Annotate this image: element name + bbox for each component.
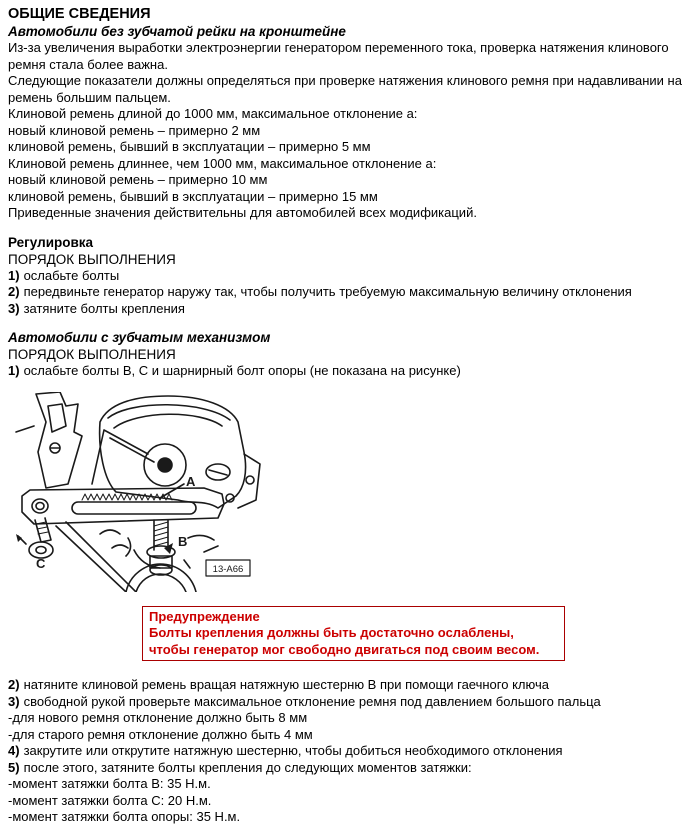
step-item [8, 677, 685, 694]
step-text: передвиньте генератор наружу так, чтобы получить требуемую максимальную величину отклонения [23, 284, 632, 299]
warning-line: Болты крепления должны быть достаточно ослаблены, [149, 625, 514, 640]
rack-teeth [82, 494, 172, 500]
bolt-c [35, 518, 51, 542]
step-number: 3) [8, 693, 20, 709]
step-text: ослабьте болты B, C и шарнирный болт опоры (не показана на рисунке) [23, 363, 461, 378]
body-line: ремня стала более важна. [8, 56, 168, 72]
step-number: 5) [8, 759, 20, 775]
body-line: Клиновой ремень длиннее, чем 1000 мм, максимальное отклонение а: [8, 155, 437, 171]
body-line: клиновой ремень, бывший в эксплуатации – примерно 15 мм [8, 188, 378, 204]
step-item [8, 268, 685, 285]
step-item [8, 710, 685, 727]
bracket-outline [36, 392, 82, 488]
final-steps [8, 677, 685, 826]
step-item [8, 809, 685, 826]
figure-label-b: B [178, 533, 188, 549]
body-line: ремень большим пальцем. [8, 89, 171, 105]
section-heading-no-rack: Автомобили без зубчатой рейки на кронштейне [8, 24, 346, 39]
body-line: новый клиновой ремень – примерно 10 мм [8, 172, 268, 187]
step-text: -момент затяжки болта B: 35 Н.м. [8, 776, 211, 791]
step-text: -момент затяжки болта опоры: 35 Н.м. [8, 809, 241, 824]
step-text: натяните клиновой ремень вращая натяжную шестерню B при помощи гаечного ключа [23, 677, 549, 692]
body-line: Клиновой ремень длиной до 1000 мм, максимальное отклонение а: [8, 106, 418, 121]
figure-ref-label: 13-A66 [212, 563, 244, 575]
step-item [8, 727, 685, 744]
adjuster-slot [72, 502, 196, 514]
step-item [8, 743, 685, 760]
adjustment-heading: Регулировка [8, 234, 94, 250]
step-text: -для старого ремня отклонение должно быть 4 мм [8, 726, 313, 742]
step-item [8, 793, 685, 810]
procedure-heading: ПОРЯДОК ВЫПОЛНЕНИЯ [8, 251, 176, 267]
engine-diagram-figure [8, 392, 263, 592]
step-item [8, 776, 685, 793]
body-line: Приведенные значения действительны для автомобилей всех модификаций. [8, 205, 477, 220]
step-text: -момент затяжки болта C: 20 Н.м. [8, 792, 212, 808]
step-text: -для нового ремня отклонение должно быть 8 мм [8, 710, 308, 725]
step-item [8, 363, 685, 380]
body-line: Из-за увеличения выработки электроэнергии генератором переменного тока, проверка натяжения клинового [8, 40, 669, 55]
figure-label-c: C [36, 555, 46, 571]
step-item [8, 760, 685, 777]
step-item [8, 301, 685, 318]
warning-line: чтобы генератор мог свободно двигаться под своим весом. [149, 641, 540, 657]
figure-label-a: A [186, 473, 196, 489]
step-number: 1) [8, 267, 20, 283]
body-line: Следующие показатели должны определяться при проверке натяжения клинового ремня при надавливании на [8, 73, 682, 88]
step-number: 2) [8, 284, 20, 299]
page-title: ОБЩИЕ СВЕДЕНИЯ [8, 6, 151, 22]
step-text: ослабьте болты [23, 267, 120, 283]
step-text: после этого, затяните болты крепления до следующих моментов затяжки: [23, 759, 472, 775]
step-item [8, 284, 685, 301]
step-number: 1) [8, 363, 20, 378]
warning-box [142, 606, 565, 662]
engine-diagram [8, 392, 263, 592]
body-line: клиновой ремень, бывший в эксплуатации – примерно 5 мм [8, 139, 371, 154]
step-text: свободной рукой проверьте максимальное отклонение ремня под давлением большого пальца [23, 693, 601, 709]
step-text: закрутите или открутите натяжную шестерню, чтобы добиться необходимого отклонения [23, 743, 563, 758]
step-number: 2) [8, 677, 20, 692]
procedure-heading: ПОРЯДОК ВЫПОЛНЕНИЯ [8, 347, 176, 362]
step-number: 4) [8, 743, 20, 758]
step-text: затяните болты крепления [23, 300, 185, 316]
body-line: новый клиновой ремень – примерно 2 мм [8, 122, 261, 138]
step-item [8, 694, 685, 711]
step-number: 3) [8, 300, 20, 316]
warning-title: Предупреждение [149, 608, 260, 624]
section-heading-toothed: Автомобили с зубчатым механизмом [8, 330, 271, 345]
